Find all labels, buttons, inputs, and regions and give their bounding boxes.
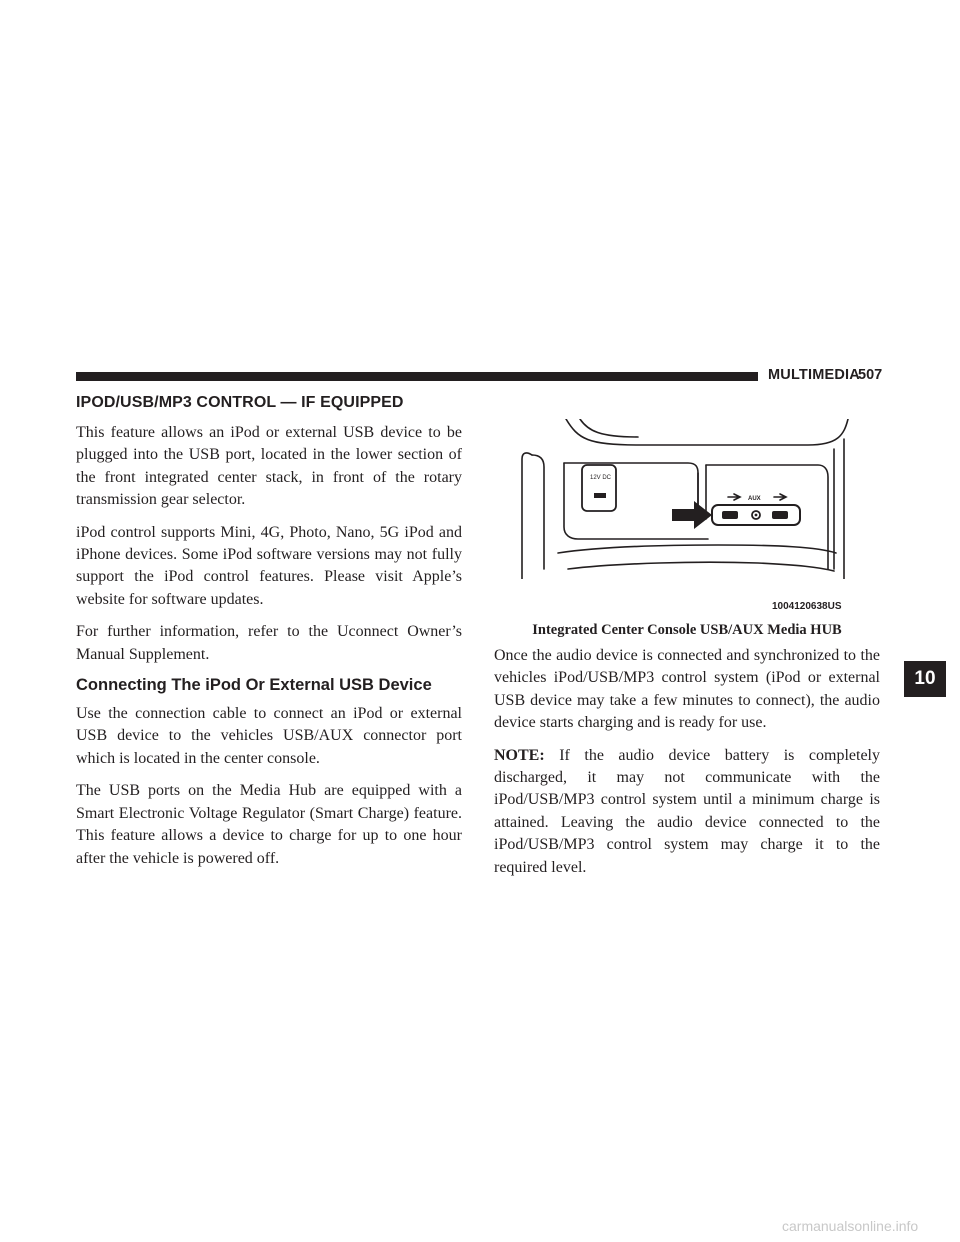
intro-paragraph-2: iPod control supports Mini, 4G, Photo, Nano, 5G iPod and iPhone devices. Some iPod software versions may not fully support the iPod control features. Please visit Apple’s website for software updates. — [76, 523, 462, 608]
right-column — [494, 645, 880, 889]
left-column — [76, 394, 462, 880]
subsection-heading: Connecting The iPod Or External USB Device — [76, 676, 432, 695]
intro-paragraph-1: This feature allows an iPod or external USB device to be plugged into the USB port, located in the lower section of the front integrated center stack, in front of the rotary transmission gear selector. — [76, 424, 462, 509]
page-number: 507 — [858, 367, 883, 383]
sync-paragraph: Once the audio device is connected and synchronized to the vehicles iPod/USB/MP3 control system (iPod or external USB device may take a few minutes to connect), the audio device starts charging and is ready for use. — [494, 647, 880, 732]
figure-code: 1004120638US — [772, 601, 842, 612]
label-aux: AUX — [748, 496, 761, 502]
watermark: carmanualsonline.info — [782, 1218, 919, 1234]
header-rule — [76, 372, 758, 381]
intro-paragraph-3: For further information, refer to the Uconnect Owner’s Manual Supplement. — [76, 623, 462, 663]
section-heading: IPOD/USB/MP3 CONTROL — IF EQUIPPED — [76, 394, 404, 411]
connect-paragraph-2: The USB ports on the Media Hub are equipped with a Smart Electronic Voltage Regulator (Smart Charge) feature. This feature allows a device to charge for up to one hour after the vehicle is powered off. — [76, 782, 462, 867]
chapter-tab: 10 — [904, 661, 946, 697]
running-header-section: MULTIMEDIA — [768, 367, 860, 383]
console-line-drawing — [518, 419, 858, 579]
figure-caption: Integrated Center Console USB/AUX Media HUB — [532, 622, 842, 638]
connect-paragraph-1: Use the connection cable to connect an iPod or external USB device to the vehicles USB/AUX connector port which is located in the center console. — [76, 705, 462, 767]
label-12v-dc: 12V DC — [590, 475, 612, 481]
note-text: If the audio device battery is completely discharged, it may not communicate with the iPod/USB/MP3 control system until a minimum charge is attained. Leaving the audio device connected to the iPod/USB/MP3 control system may charge it to the required level. — [494, 746, 880, 876]
note-paragraph — [494, 745, 880, 879]
media-hub-illustration — [518, 419, 858, 579]
note-label: NOTE: — [494, 746, 545, 764]
